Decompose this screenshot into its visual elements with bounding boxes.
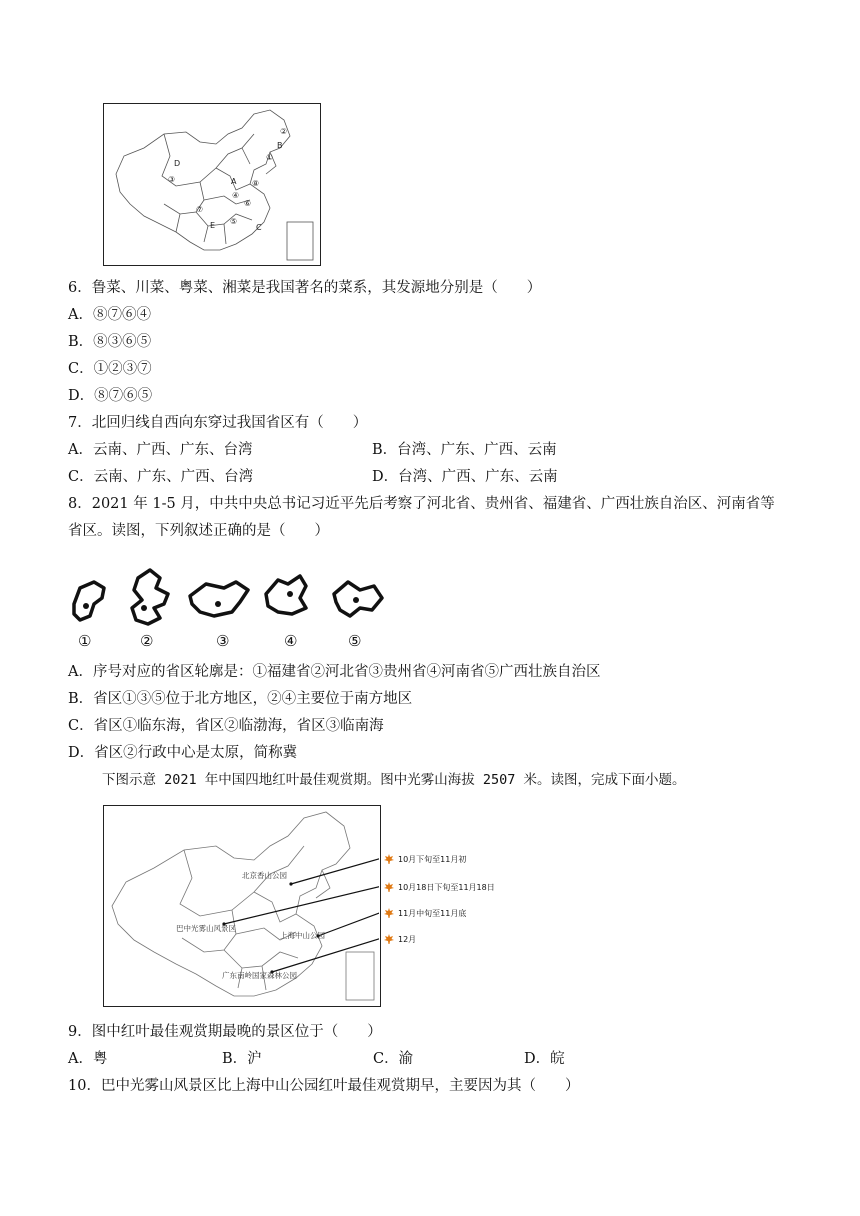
map1-label: ① — [266, 153, 274, 162]
maple-leaf-icon — [384, 882, 394, 892]
question-6-option-c[interactable]: C．①②③⑦ — [68, 361, 152, 377]
question-10-stem: 10．巴中光雾山风景区比上海中山公园红叶最佳观赏期早，主要因为其（ ） — [68, 1078, 580, 1094]
question-8-option-a[interactable]: A．序号对应的省区轮廓是：①福建省②河北省③贵州省④河南省⑤广西壮族自治区 — [68, 664, 601, 680]
question-8-option-d[interactable]: D．省区②行政中心是太原，简称冀 — [68, 745, 298, 761]
province-capital-dot-2 — [141, 605, 147, 611]
question-9-option-d[interactable]: D．皖 — [524, 1051, 565, 1067]
map1-label: ② — [280, 127, 288, 136]
province-capital-dot-3 — [215, 601, 221, 607]
map1-label: ⑤ — [230, 217, 238, 226]
map1-label: ③ — [168, 175, 176, 184]
question-9-stem: 9．图中红叶最佳观赏期最晚的景区位于（ ） — [68, 1024, 382, 1040]
province-number-5: ⑤ — [348, 632, 362, 650]
question-8-stem-line2: 省区。读图，下列叙述正确的是（ ） — [68, 523, 329, 539]
question-6-stem: 6．鲁菜、川菜、粤菜、湘菜是我国著名的菜系，其发源地分别是（ ） — [68, 280, 542, 296]
pointer-line-bazhong — [224, 886, 379, 924]
pointer-line-shanghai — [318, 912, 379, 936]
map1-label: D — [174, 159, 181, 168]
period-label-2: 10月18日下旬至11月18日 — [398, 883, 495, 892]
map1-label: C — [256, 223, 262, 232]
map1-label: ⑥ — [244, 199, 252, 208]
pointer-line-beijing — [291, 858, 379, 884]
province-outline-4 — [266, 576, 306, 614]
map1-label: ⑧ — [252, 179, 260, 188]
question-8-option-b[interactable]: B．省区①③⑤位于北方地区，②④主要位于南方地区 — [68, 691, 413, 707]
province-outline-1 — [74, 582, 104, 620]
province-outline-3 — [190, 582, 248, 616]
china-province-map — [103, 103, 321, 266]
province-number-1: ① — [78, 632, 92, 650]
question-7-option-c[interactable]: C．云南、广东、广西、台湾 — [68, 469, 254, 485]
province-capital-dot-4 — [287, 591, 293, 597]
maple-leaf-icon — [384, 934, 394, 944]
question-8-option-c[interactable]: C．省区①临东海，省区②临渤海，省区③临南海 — [68, 718, 384, 734]
period-label-4: 12月 — [398, 935, 417, 944]
province-capital-dot-5 — [353, 597, 359, 603]
maple-leaf-icon — [384, 854, 394, 864]
question-9-option-a[interactable]: A．粤 — [68, 1051, 108, 1067]
china-map-outline — [104, 104, 319, 264]
place-label-guangdong: 广东南岭国家森林公园 — [222, 971, 297, 980]
question-7-option-a[interactable]: A．云南、广西、广东、台湾 — [68, 442, 253, 458]
province-capital-dot-1 — [83, 603, 89, 609]
province-outline-row — [64, 564, 394, 656]
question-7-stem: 7．北回归线自西向东穿过我国省区有（ ） — [68, 415, 368, 431]
question-8-stem-line1: 8．2021 年 1-5 月，中共中央总书记习近平先后考察了河北省、贵州省、福建省、广西壮族自治区、河南省等 — [68, 496, 775, 512]
south-china-sea-inset-2 — [346, 952, 374, 1000]
south-china-sea-inset — [287, 222, 313, 260]
map1-label: A — [231, 177, 237, 186]
place-label-beijing: 北京香山公园 — [242, 871, 287, 880]
province-number-2: ② — [140, 632, 154, 650]
question-7-option-b[interactable]: B．台湾、广东、广西、云南 — [372, 442, 557, 458]
question-6-option-a[interactable]: A．⑧⑦⑥④ — [68, 307, 151, 323]
question-6-option-b[interactable]: B．⑧③⑥⑤ — [68, 334, 152, 350]
map1-label: B — [277, 141, 283, 150]
question-6-option-d[interactable]: D．⑧⑦⑥⑤ — [68, 388, 153, 404]
province-outline-2 — [132, 570, 168, 624]
maple-leaf-icon — [384, 908, 394, 918]
red-leaf-viewing-map — [103, 805, 381, 1007]
map1-label: ⑦ — [196, 205, 204, 214]
place-label-bazhong: 巴中光雾山风景区 — [176, 924, 236, 933]
province-number-4: ④ — [284, 632, 298, 650]
question-group-intro: 下图示意 2021 年中国四地红叶最佳观赏期。图中光雾山海拔 2507 米。读图，完成下面小题。 — [102, 772, 686, 788]
china-map-outline-2 — [104, 806, 379, 1005]
map1-label: ④ — [232, 191, 240, 200]
period-label-1: 10月下旬至11月初 — [398, 855, 467, 864]
province-number-3: ③ — [216, 632, 230, 650]
question-9-option-b[interactable]: B．沪 — [222, 1051, 262, 1067]
period-label-3: 11月中旬至11月底 — [398, 909, 467, 918]
question-7-option-d[interactable]: D．台湾、广西、广东、云南 — [372, 469, 558, 485]
question-9-option-c[interactable]: C．渝 — [373, 1051, 414, 1067]
place-label-shanghai: 上海中山公园 — [280, 931, 325, 940]
map1-label: E — [210, 221, 216, 230]
